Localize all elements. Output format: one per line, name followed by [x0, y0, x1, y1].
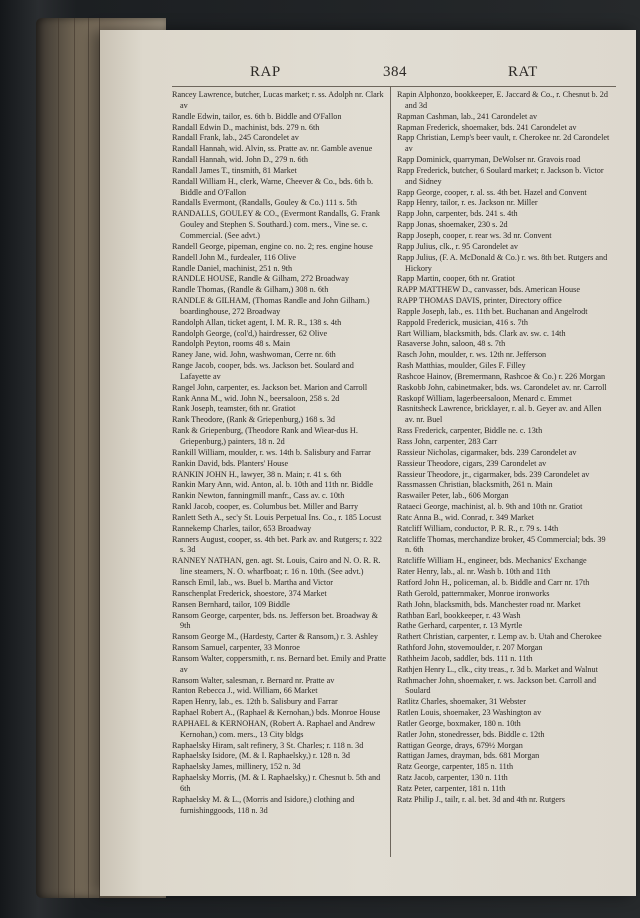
directory-entry: Rapen Henry, lab., es. 12th b. Salisbury and Farrar — [172, 697, 338, 707]
directory-entry: Rashcoe Hainov, (Bremermann, Rashcoe & Co.) r. 226 Morgan — [397, 371, 606, 381]
directory-entry: Rancey Lawrence, butcher, Lucas market; r. ss. Adolph nr. Clark av — [172, 90, 384, 110]
directory-entry: Rataeci George, machinist, al. b. 9th and 10th nr. Gratiot — [397, 502, 583, 512]
directory-entry: Rasnitsheck Lawrence, bricklayer, r. al. b. Geyer av. and Allen av. nr. Buel — [397, 404, 602, 425]
directory-entry: Rapman Frederick, shoemaker, bds. 241 Carondelet av — [397, 122, 577, 132]
directory-entry: Ransom Walter, salesman, r. Bernard nr. Pratte av — [172, 675, 335, 685]
directory-entry: Rattigan George, drays, 679½ Morgan — [397, 740, 523, 750]
directory-entry: RAPP MATTHEW D., canvasser, bds. American House — [397, 285, 580, 295]
directory-entry: Range Jacob, cooper, bds. ws. Jackson bet. Soulard and Lafayette av — [172, 361, 354, 381]
header-left-guide: RAP — [250, 64, 281, 80]
directory-entry: Rapp Christian, Lemp's beer vault, r. Cherokee nr. 2d Carondelet av — [397, 133, 610, 154]
directory-entry: Randalls Evermont, (Randalls, Gouley & Co.) 111 s. 5th — [172, 198, 357, 208]
directory-entry: Rass Frederick, carpenter, Biddle ne. c. 13th — [397, 426, 543, 436]
directory-entry: Rank Anna M., wid. John N., beersaloon, 258 s. 2d — [172, 393, 340, 403]
directory-entry: Ratz Philip J., tailr, r. al. bet. 3d and 4th nr. Rutgers — [397, 794, 565, 804]
directory-entry: Rathford John, stovemoulder, r. 207 Morgan — [397, 643, 543, 653]
directory-entry: Raphaelsky Morris, (M. & I. Raphaelsky,) r. Chesnut b. 5th and 6th — [172, 773, 381, 793]
directory-entry: Rapman Cashman, lab., 241 Carondelet av — [397, 111, 538, 121]
directory-entry: Rapp Julius, clk., r. 95 Carondelet av — [397, 241, 518, 251]
page-edge-line — [58, 18, 59, 898]
directory-entry: RANNEY NATHAN, gen. agt. St. Louis, Cairo and N. O. R. R. line steamers, N. O. wharfboat; r. 16 n. 10th. (See advt.) — [172, 556, 381, 577]
directory-entry: RAPHAEL & KERNOHAN, (Robert A. Raphael and Andrew Kernohan,) com. mers., 13 City bldgs — [172, 718, 376, 739]
directory-entry: Ratler George, boxmaker, 180 n. 10th — [397, 718, 521, 728]
directory-entry: Ratcliff William, conductor, P. R. R., r. 79 s. 14th — [397, 523, 559, 533]
directory-entry: Rank Joseph, teamster, 6th nr. Gratiot — [172, 404, 296, 414]
directory-entry: Randolph George, (col'd,) hairdresser, 62 Olive — [172, 328, 328, 338]
directory-entry: Ranlett Seth A., sec'y St. Louis Perpetual Ins. Co., r. 185 Locust — [172, 512, 382, 522]
directory-entry: Ratford John H., policeman, al. b. Biddle and Carr nr. 17th — [397, 577, 590, 587]
directory-entry: Rasaverse John, saloon, 48 s. 7th — [397, 339, 506, 349]
directory-entry: Rassieur Theodore, jr., cigarmaker, bds. 239 Carondelet av — [397, 469, 590, 479]
entry-columns — [172, 86, 616, 857]
column-divider — [390, 87, 391, 857]
directory-entry: Ransom George M., (Hardesty, Carter & Ransom,) r. 3. Ashley — [172, 632, 379, 642]
directory-entry: Ratcliffe Thomas, merchandize broker, 45 Commercial; bds. 39 n. 6th — [397, 534, 606, 555]
directory-entry: Ransom Walter, coppersmith, r. ns. Bernard bet. Emily and Pratte av — [172, 653, 386, 674]
directory-entry: Raphaelsky Hiram, salt refinery, 3 St. Charles; r. 118 n. 3d — [172, 740, 364, 750]
directory-entry: Rappold Frederick, musician, 416 s. 7th — [397, 317, 528, 327]
directory-entry: Raskopf William, lagerbeersaloon, Menard c. Emmet — [397, 393, 572, 403]
directory-entry: Rathe Gerhard, carpenter, r. 13 Myrtle — [397, 621, 523, 631]
page-number: 384 — [383, 64, 407, 80]
directory-entry: Rassmassen Christian, blacksmith, 261 n. Main — [397, 480, 553, 490]
directory-entry: Rathheim Jacob, saddler, bds. 111 n. 11th — [397, 653, 533, 663]
directory-entry: Rapp Martin, cooper, 6th nr. Gratiot — [397, 274, 515, 284]
directory-entry: Randell George, pipeman, engine co. no. 2; res. engine house — [172, 241, 373, 251]
directory-entry: Rapp George, cooper, r. al. ss. 4th bet. Hazel and Convent — [397, 187, 587, 197]
directory-entry: Randle Edwin, tailor, es. 6th b. Biddle and O'Fallon — [172, 111, 342, 121]
directory-entry: Rathban Earl, bookkeeper, r. 43 Wash — [397, 610, 521, 620]
directory-entry: Rater Henry, lab., al. nr. Wash b. 10th and 11th — [397, 567, 551, 577]
directory-entry: Randell John M., furdealer, 116 Olive — [172, 252, 296, 262]
directory-entry: Ransen Bernhard, tailor, 109 Biddle — [172, 599, 290, 609]
directory-entry: Rangel John, carpenter, es. Jackson bet. Marion and Carroll — [172, 382, 368, 392]
directory-entry: Raskobb John, cabinetmaker, bds. ws. Carondelet av. nr. Carroll — [397, 382, 607, 392]
directory-entry: Rapp Dominick, quarryman, DeWolser nr. Gravois road — [397, 155, 581, 165]
directory-entry: Rannekemp Charles, tailor, 653 Broadway — [172, 523, 312, 533]
directory-entry: Randle Thomas, (Randle & Gilham,) 308 n. 6th — [172, 285, 329, 295]
directory-entry: Rapple Joseph, lab., es. 11th bet. Buchanan and Angelrodt — [397, 306, 588, 316]
directory-entry: Randall Hannah, wid. John D., 279 n. 6th — [172, 155, 308, 165]
directory-entry: Rapp Joseph, cooper, r. rear ws. 3d nr. Convent — [397, 230, 552, 240]
directory-entry: RAPP THOMAS DAVIS, printer, Directory office — [397, 296, 562, 306]
directory-page — [100, 30, 636, 896]
directory-entry: Raphaelsky M. & L., (Morris and Isidore,) clothing and furnishinggoods, 118 n. 3d — [172, 794, 355, 815]
directory-entry: Rank & Griepenburg, (Theodore Rank and Wiear-dus H. Griepenburg,) painters, 18 n. 2d — [172, 426, 358, 446]
right-column — [397, 90, 611, 806]
directory-entry: Randall Hannah, wid. Alvin, ss. Pratte av. nr. Gamble avenue — [172, 144, 373, 154]
directory-entry: Rapp John, carpenter, bds. 241 s. 4th — [397, 209, 518, 219]
directory-entry: Raswailer Peter, lab., 606 Morgan — [397, 491, 509, 501]
directory-entry: Rankin Mary Ann, wid. Anton, al. b. 10th and 11th nr. Biddle — [172, 480, 373, 490]
directory-entry: Ransom George, carpenter, bds. ns. Jefferson bet. Broadway & 9th — [172, 610, 379, 631]
directory-entry: Rapp Henry, tailor, r. es. Jackson nr. Miller — [397, 198, 538, 208]
directory-entry: Rash Matthias, moulder, Giles F. Filley — [397, 361, 526, 371]
directory-entry: Ransch Emil, lab., ws. Buel b. Martha and Victor — [172, 577, 334, 587]
directory-entry: Rattigan James, drayman, bds. 681 Morgan — [397, 751, 540, 761]
directory-entry: Rapin Alphonzo, bookkeeper, E. Jaccard & Co., r. Chesnut b. 2d and 3d — [397, 90, 608, 110]
directory-entry: Ranschenplat Frederick, shoestore, 374 Market — [172, 588, 327, 598]
directory-entry: RANDALLS, GOULEY & CO., (Evermont Randalls, G. Frank Gouley and Stephen S. Southard.) com. mers., Vine se. c. Commercial. (See advt.) — [172, 209, 381, 240]
directory-entry: Rapp Julius, (F. A. McDonald & Co.) r. ws. 8th bet. Rutgers and Hickory — [397, 252, 608, 273]
directory-entry: Ratz Jacob, carpenter, 130 n. 11th — [397, 773, 508, 783]
directory-entry: Raphael Robert A., (Raphael & Kernohan,) bds. Monroe House — [172, 708, 381, 718]
directory-entry: Randle Daniel, machinist, 251 n. 9th — [172, 263, 293, 273]
directory-entry: Rankill William, moulder, r. ws. 14th b. Salisbury and Farrar — [172, 447, 371, 457]
directory-entry: Ratlen Louis, shoemaker, 23 Washington av — [397, 708, 542, 718]
directory-entry: Ratler John, stonedresser, bds. Biddle c. 12th — [397, 729, 545, 739]
directory-entry: Ranton Rebecca J., wid. William, 66 Market — [172, 686, 318, 696]
directory-entry: Randall William H., clerk, Warne, Cheever & Co., bds. 6th b. Biddle and O'Fallon — [172, 176, 374, 197]
directory-entry: Raphaelsky James, millinery, 152 n. 3d — [172, 762, 301, 772]
left-column — [172, 90, 386, 817]
directory-entry: Ratz George, carpenter, 185 n. 11th — [397, 762, 514, 772]
directory-entry: Rank Theodore, (Rank & Griepenburg,) 168 s. 3d — [172, 415, 335, 425]
directory-entry: Rassieur Theodore, cigars, 239 Carondelet av — [397, 458, 547, 468]
directory-entry: Ranners August, cooper, ss. 4th bet. Park av. and Rutgers; r. 322 s. 3d — [172, 534, 382, 555]
directory-entry: Randall Edwin D., machinist, bds. 279 n. 6th — [172, 122, 320, 132]
directory-entry: Rankl Jacob, cooper, es. Columbus bet. Miller and Barry — [172, 502, 359, 512]
directory-entry: Randall Frank, lab., 245 Carondelet av — [172, 133, 299, 143]
directory-entry: Ransom Samuel, carpenter, 33 Monroe — [172, 643, 300, 653]
directory-entry: Rathmacher John, shoemaker, r. ws. Jackson bet. Carroll and Soulard — [397, 675, 597, 696]
directory-entry: Rath Gerold, patternmaker, Monroe ironworks — [397, 588, 550, 598]
directory-entry: Rathjen Henry L., clk., city treas., r. 3d b. Market and Walnut — [397, 664, 598, 674]
page-edge-line — [88, 18, 89, 898]
directory-entry: Ratz Peter, carpenter, 181 n. 11th — [397, 784, 506, 793]
header-right-guide: RAT — [508, 64, 538, 80]
directory-entry: Rassieur Nicholas, cigarmaker, bds. 239 Carondelet av — [397, 447, 577, 457]
directory-entry: Rathert Christian, carpenter, r. Lemp av. b. Utah and Cherokee — [397, 632, 602, 642]
directory-entry: Rapp Jonas, shoemaker, 230 s. 2d — [397, 220, 508, 230]
running-header — [100, 64, 636, 84]
directory-entry: Ratc Anna B., wid. Conrad, r. 349 Market — [397, 512, 534, 522]
directory-entry: Randall James T., tinsmith, 81 Market — [172, 165, 297, 175]
directory-entry: RANDLE HOUSE, Randle & Gilham, 272 Broadway — [172, 274, 349, 284]
directory-entry: Randolph Peyton, rooms 48 s. Main — [172, 339, 291, 349]
directory-entry: Rass John, carpenter, 283 Carr — [397, 437, 498, 446]
directory-entry: Rart William, blacksmith, bds. Clark av. sw. c. 14th — [397, 328, 566, 338]
directory-entry: Raney Jane, wid. John, washwoman, Cerre nr. 6th — [172, 350, 336, 360]
directory-entry: RANDLE & GILHAM, (Thomas Randle and John Gilham.) boardinghouse, 272 Broadway — [172, 296, 370, 316]
directory-entry: Rapp Frederick, butcher, 6 Soulard market; r. Jackson b. Victor and Sidney — [397, 165, 604, 186]
directory-entry: Rankin Newton, fanningmill manfr., Cass av. c. 10th — [172, 491, 345, 501]
directory-entry: Rasch John, moulder, r. ws. 12th nr. Jefferson — [397, 350, 547, 360]
directory-entry: Raphaelsky Isidore, (M. & I. Raphaelsky,) r. 128 n. 3d — [172, 751, 350, 761]
directory-entry: Ratcliffe William H., engineer, bds. Mechanics' Exchange — [397, 556, 587, 566]
directory-entry: Rankin David, bds. Planters' House — [172, 458, 289, 468]
directory-entry: RANKIN JOHN H., lawyer, 38 n. Main; r. 41 s. 6th — [172, 469, 342, 479]
directory-entry: Randolph Allan, ticket agent, I. M. R. R., 138 s. 4th — [172, 317, 342, 327]
directory-entry: Ratlitz Charles, shoemaker, 31 Webster — [397, 697, 526, 707]
directory-entry: Rath John, blacksmith, bds. Manchester road nr. Market — [397, 599, 581, 609]
page-edge-line — [74, 18, 75, 898]
